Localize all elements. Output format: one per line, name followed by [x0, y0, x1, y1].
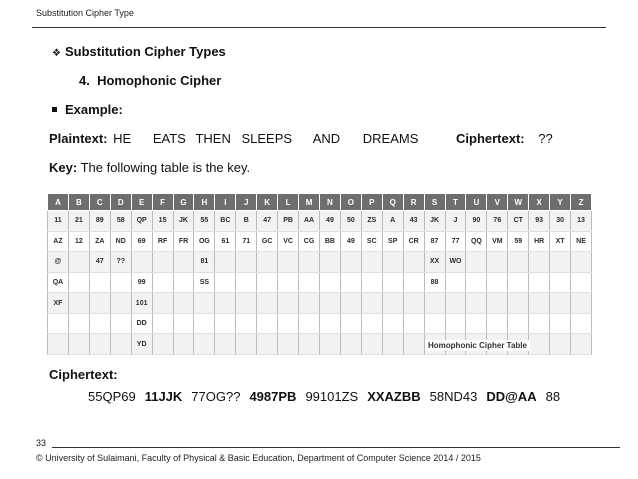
table-cell: SP: [382, 231, 403, 252]
table-cell: 93: [529, 211, 550, 232]
table-cell: 99: [131, 272, 152, 293]
table-cell: [571, 334, 592, 355]
table-cell: [361, 334, 382, 355]
table-cell: BB: [319, 231, 340, 252]
table-cell: @: [48, 252, 69, 273]
plaintext-word: THEN: [195, 131, 231, 146]
table-header-cell: M: [299, 194, 320, 211]
plaintext-line: [49, 131, 553, 146]
table-cell: 47: [89, 252, 110, 273]
table-cell: [508, 293, 529, 314]
table-cell: [529, 272, 550, 293]
ciphertext-word: 58ND43: [429, 389, 478, 404]
table-cell: [89, 272, 110, 293]
table-cell: [152, 293, 173, 314]
table-cell: [340, 252, 361, 273]
table-cell: CT: [508, 211, 529, 232]
table-cell: HR: [529, 231, 550, 252]
table-header-cell: S: [424, 194, 445, 211]
table-header-cell: D: [110, 194, 131, 211]
table-cell: [319, 272, 340, 293]
table-cell: [382, 293, 403, 314]
table-cell: [278, 272, 299, 293]
table-cell: [382, 334, 403, 355]
table-cell: 71: [236, 231, 257, 252]
table-cell: [68, 272, 89, 293]
table-cell: PB: [278, 211, 299, 232]
table-header-cell: Y: [550, 194, 571, 211]
subsection-title: Homophonic Cipher: [97, 73, 222, 88]
plaintext-label: Plaintext:: [49, 131, 108, 146]
table-cell: [278, 293, 299, 314]
table-cell: [194, 334, 215, 355]
table-cell: [508, 252, 529, 273]
table-cell: ??: [110, 252, 131, 273]
table-cell: [299, 334, 320, 355]
table-cell: [424, 293, 445, 314]
table-header-cell: R: [403, 194, 424, 211]
table-cell: [487, 252, 508, 273]
table-cell: ZA: [89, 231, 110, 252]
table-row: [48, 272, 592, 293]
table-cell: 21: [68, 211, 89, 232]
table-cell: [571, 313, 592, 334]
table-cell: [299, 272, 320, 293]
table-cell: [278, 313, 299, 334]
table-header-cell: V: [487, 194, 508, 211]
table-cell: JK: [424, 211, 445, 232]
table-cell: [299, 252, 320, 273]
table-cell: [445, 272, 466, 293]
key-line: [49, 160, 250, 175]
ciphertext-word: XXAZBB: [367, 389, 421, 404]
table-cell: FR: [173, 231, 194, 252]
table-cell: CR: [403, 231, 424, 252]
table-cell: [466, 252, 487, 273]
table-cell: [236, 313, 257, 334]
table-cell: 47: [257, 211, 278, 232]
table-header-cell: N: [319, 194, 340, 211]
table-cell: CG: [299, 231, 320, 252]
table-cell: [131, 252, 152, 273]
table-cell: [319, 334, 340, 355]
footer-rule: [52, 447, 620, 448]
table-header-cell: C: [89, 194, 110, 211]
plaintext-word: AND: [312, 131, 341, 146]
table-cell: [89, 334, 110, 355]
table-header-cell: O: [340, 194, 361, 211]
table-cell: [173, 272, 194, 293]
table-cell: [152, 272, 173, 293]
example-heading: [52, 102, 123, 117]
table-cell: [110, 293, 131, 314]
table-cell: 55: [194, 211, 215, 232]
table-cell: QQ: [466, 231, 487, 252]
table-header-cell: E: [131, 194, 152, 211]
table-cell: J: [445, 211, 466, 232]
table-cell: SC: [361, 231, 382, 252]
table-cell: [445, 293, 466, 314]
table-cell: 12: [68, 231, 89, 252]
table-cell: 88: [424, 272, 445, 293]
table-cell: 11: [48, 211, 69, 232]
table-cell: [194, 313, 215, 334]
table-cell: [571, 252, 592, 273]
table-cell: [257, 313, 278, 334]
ciphertext-word: 55QP69: [88, 389, 136, 404]
table-row: [48, 211, 592, 232]
table-header-cell: P: [361, 194, 382, 211]
table-cell: [550, 334, 571, 355]
table-cell: [466, 313, 487, 334]
table-cell: OG: [194, 231, 215, 252]
table-body: [48, 211, 592, 355]
table-row: [48, 252, 592, 273]
table-header-cell: H: [194, 194, 215, 211]
table-cell: GC: [257, 231, 278, 252]
table-cell: [257, 334, 278, 355]
table-cell: [215, 252, 236, 273]
table-cell: [571, 293, 592, 314]
table-row: [48, 293, 592, 314]
table-cell: [152, 252, 173, 273]
table-cell: RF: [152, 231, 173, 252]
table-cell: 61: [215, 231, 236, 252]
table-row: [48, 231, 592, 252]
table-cell: 69: [131, 231, 152, 252]
table-cell: B: [236, 211, 257, 232]
table-header-cell: L: [278, 194, 299, 211]
table-cell: QP: [131, 211, 152, 232]
table-cell: 30: [550, 211, 571, 232]
table-cell: [257, 293, 278, 314]
table-cell: [319, 252, 340, 273]
table-cell: [68, 313, 89, 334]
table-cell: 59: [508, 231, 529, 252]
table-cell: 87: [424, 231, 445, 252]
table-cell: 58: [110, 211, 131, 232]
table-cell: [110, 334, 131, 355]
table-cell: [529, 313, 550, 334]
ciphertext-word: 77OG??: [191, 389, 241, 404]
table-header-cell: I: [215, 194, 236, 211]
table-cell: VC: [278, 231, 299, 252]
table-cell: [361, 272, 382, 293]
table-cell: [89, 313, 110, 334]
table-cell: [571, 272, 592, 293]
table-cell: [48, 313, 69, 334]
example-label: Example:: [65, 102, 123, 117]
table-cell: [424, 313, 445, 334]
ciphertext-label: Ciphertext:: [49, 367, 118, 382]
table-cell: [445, 313, 466, 334]
table-cell: VM: [487, 231, 508, 252]
table-cell: ZS: [361, 211, 382, 232]
table-cell: WO: [445, 252, 466, 273]
table-cell: QA: [48, 272, 69, 293]
table-header-cell: G: [173, 194, 194, 211]
table-cell: ND: [110, 231, 131, 252]
table-header-cell: U: [466, 194, 487, 211]
footer-copyright: © University of Sulaimani, Faculty of Physical & Basic Education, Department of Computer Science 2014 / 2015: [36, 453, 481, 463]
table-cell: [173, 293, 194, 314]
table-caption: Homophonic Cipher Table: [425, 340, 530, 351]
table-cell: 15: [152, 211, 173, 232]
table-header-row: [48, 194, 592, 211]
table-cell: [236, 252, 257, 273]
table-cell: XX: [424, 252, 445, 273]
table-cell: 101: [131, 293, 152, 314]
key-text: The following table is the key.: [80, 160, 251, 175]
table-cell: SS: [194, 272, 215, 293]
diamond-bullet-icon: ❖: [52, 48, 61, 59]
table-header-cell: F: [152, 194, 173, 211]
table-cell: [382, 252, 403, 273]
table-cell: [487, 313, 508, 334]
table-cell: [466, 293, 487, 314]
subsection-heading: [79, 73, 221, 88]
table-cell: AA: [299, 211, 320, 232]
plaintext-word: HE: [113, 131, 132, 146]
table-cell: BC: [215, 211, 236, 232]
ciphertext-word: 99101ZS: [305, 389, 359, 404]
table-cell: [236, 293, 257, 314]
table-cell: 77: [445, 231, 466, 252]
table-cell: [215, 293, 236, 314]
table-cell: 49: [319, 211, 340, 232]
page-number: 33: [36, 438, 47, 448]
table-header-cell: J: [236, 194, 257, 211]
ciphertext-words: [88, 389, 569, 404]
table-cell: [48, 334, 69, 355]
table-cell: [299, 313, 320, 334]
table-cell: [487, 293, 508, 314]
table-cell: YD: [131, 334, 152, 355]
table-header-cell: Z: [571, 194, 592, 211]
table-cell: [550, 252, 571, 273]
table-cell: [68, 334, 89, 355]
table-cell: [361, 252, 382, 273]
table-cell: [152, 334, 173, 355]
table-cell: [68, 293, 89, 314]
table-cell: [215, 313, 236, 334]
table-cell: [68, 252, 89, 273]
plaintext-word: DREAMS: [362, 131, 419, 146]
table-header-cell: A: [48, 194, 69, 211]
header-rule: [32, 27, 606, 28]
table-cell: 76: [487, 211, 508, 232]
plaintext-word: SLEEPS: [241, 131, 293, 146]
table-cell: [319, 313, 340, 334]
table-cell: [340, 334, 361, 355]
table-cell: [278, 252, 299, 273]
ciphertext-word: 4987PB: [249, 389, 297, 404]
table-cell: [508, 272, 529, 293]
square-bullet-icon: [52, 107, 57, 112]
table-cell: [403, 334, 424, 355]
table-header-cell: W: [508, 194, 529, 211]
table-cell: [466, 272, 487, 293]
ciphertext-word: 88: [545, 389, 561, 404]
table-cell: [508, 313, 529, 334]
table-cell: XT: [550, 231, 571, 252]
ciphertext-label-inline: Ciphertext:: [456, 131, 525, 146]
table-cell: [194, 293, 215, 314]
table-cell: [215, 272, 236, 293]
table-cell: [340, 272, 361, 293]
table-cell: [340, 293, 361, 314]
table-cell: [550, 313, 571, 334]
ciphertext-word: 11JJK: [144, 389, 183, 404]
table-cell: [257, 252, 278, 273]
table-cell: 50: [340, 211, 361, 232]
table-cell: [257, 272, 278, 293]
table-cell: [110, 313, 131, 334]
table-row: [48, 313, 592, 334]
section-heading: [52, 44, 226, 59]
table-cell: [403, 252, 424, 273]
table-cell: [487, 272, 508, 293]
table-cell: [361, 293, 382, 314]
table-cell: [278, 334, 299, 355]
table-header-cell: T: [445, 194, 466, 211]
section-title: Substitution Cipher Types: [64, 44, 226, 59]
table-cell: [319, 293, 340, 314]
subsection-number: 4.: [79, 73, 90, 88]
table-cell: [550, 293, 571, 314]
table-cell: 89: [89, 211, 110, 232]
homophonic-key-table: [47, 193, 592, 355]
table-cell: NE: [571, 231, 592, 252]
table-cell: 49: [340, 231, 361, 252]
ciphertext-unknown: ??: [538, 131, 553, 146]
table-cell: 43: [403, 211, 424, 232]
table-cell: [361, 313, 382, 334]
table-cell: [382, 313, 403, 334]
ciphertext-word: DD@AA: [486, 389, 537, 404]
running-header: Substitution Cipher Type: [36, 8, 134, 18]
table-cell: [173, 313, 194, 334]
table-cell: AZ: [48, 231, 69, 252]
table-cell: [110, 272, 131, 293]
table-cell: [403, 272, 424, 293]
table-cell: 90: [466, 211, 487, 232]
table-header-cell: B: [68, 194, 89, 211]
table-cell: [236, 272, 257, 293]
table-cell: JK: [173, 211, 194, 232]
table-cell: [173, 334, 194, 355]
table-cell: [403, 313, 424, 334]
table-cell: XF: [48, 293, 69, 314]
table-cell: [550, 272, 571, 293]
table-cell: [173, 252, 194, 273]
table-header-cell: Q: [382, 194, 403, 211]
table-cell: [529, 252, 550, 273]
table-cell: 13: [571, 211, 592, 232]
table-cell: [152, 313, 173, 334]
table-cell: [215, 334, 236, 355]
table-cell: [529, 334, 550, 355]
table-header-cell: X: [529, 194, 550, 211]
table-cell: A: [382, 211, 403, 232]
table-header-cell: K: [257, 194, 278, 211]
table-cell: [403, 293, 424, 314]
table-cell: [382, 272, 403, 293]
plaintext-word: EATS: [152, 131, 186, 146]
table-cell: [340, 313, 361, 334]
table-cell: [89, 293, 110, 314]
key-label: Key:: [49, 160, 78, 175]
table-cell: DD: [131, 313, 152, 334]
table-cell: [529, 293, 550, 314]
table-cell: [236, 334, 257, 355]
table-cell: [299, 293, 320, 314]
table-cell: 81: [194, 252, 215, 273]
